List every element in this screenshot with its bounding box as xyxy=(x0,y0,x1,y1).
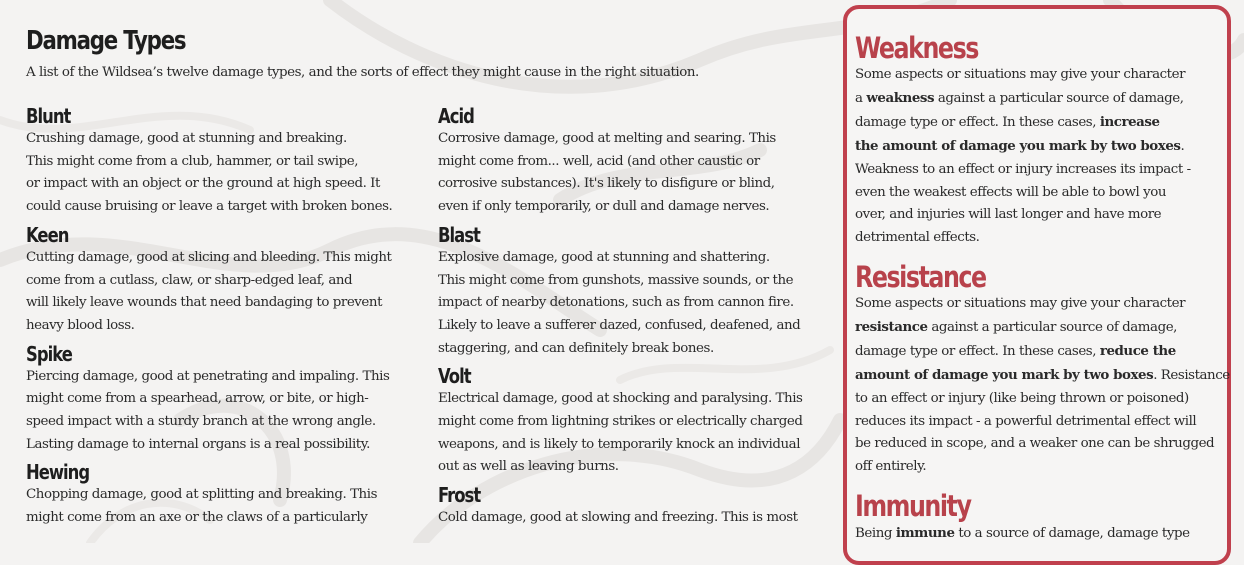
immunity-text-part: to a source of damage, damage type xyxy=(954,526,1190,541)
damage-text-blunt: Crushing damage, good at stunning and breaking. This might come from a club, hammer, or tail swipe, or impact with an object or the ground at high speed. It could cause bruising or leave a target with broken bones. xyxy=(26,131,393,215)
page-subtitle: A list of the Wildsea’s twelve damage types, and the sorts of effect they might cause in the right situation. xyxy=(26,65,699,80)
weakness-heading: Weakness xyxy=(855,31,978,65)
damage-column-left xyxy=(26,104,421,534)
immunity-text xyxy=(855,522,1230,546)
weakness-text-part: Some aspects or situations may give your character a xyxy=(855,67,1186,106)
damage-entry-spike xyxy=(26,342,421,457)
damage-entry-blunt xyxy=(26,104,421,219)
damage-heading-blast: Blast xyxy=(438,222,480,247)
weakness-text-part: . Weakness to an effect or injury increases its impact - even the weakest effects will be able to bowl you over, and injuries will last longer and have more detrimental effects. xyxy=(855,138,1191,246)
damage-heading-acid: Acid xyxy=(438,104,474,128)
resistance-text-part: Some aspects or situations may give your character xyxy=(855,296,1186,311)
damage-text-frost: Cold damage, good at slowing and freezing. This is most xyxy=(438,510,798,526)
damage-heading-volt: Volt xyxy=(438,364,471,389)
resistance-heading: Resistance xyxy=(855,260,986,294)
damage-entry-volt xyxy=(438,364,823,479)
rules-sidebar xyxy=(843,5,1231,565)
damage-heading-blunt: Blunt xyxy=(26,104,71,128)
damage-heading-hewing: Hewing xyxy=(26,460,90,485)
damage-entry-hewing xyxy=(26,460,421,529)
damage-column-middle xyxy=(438,104,823,534)
immunity-text-part: Being xyxy=(855,526,896,541)
damage-text-hewing: Chopping damage, good at splitting and breaking. This might come from an axe or the claws of a particularly xyxy=(26,487,377,526)
weakness-keyword: weakness xyxy=(866,89,935,106)
immunity-section xyxy=(855,490,1230,546)
resistance-rule-emphasis: reduce the amount of damage you mark by two boxes xyxy=(855,342,1176,383)
resistance-text xyxy=(855,293,1230,479)
immunity-heading: Immunity xyxy=(855,489,971,523)
page-title: Damage Types xyxy=(26,26,186,56)
damage-heading-spike: Spike xyxy=(26,341,72,366)
damage-entry-frost xyxy=(438,483,823,530)
damage-text-spike: Piercing damage, good at penetrating and impaling. This might come from a spearhead, arrow, or bite, or high- speed impact with a sturdy branch at the wrong angle. Lasting damage to internal organs is a real possibility. xyxy=(26,368,390,452)
resistance-text-part: against a particular source of damage, damage type or effect. In these cases, xyxy=(855,319,1177,359)
weakness-text xyxy=(855,64,1230,250)
damage-heading-frost: Frost xyxy=(438,483,481,508)
damage-text-keen: Cutting damage, good at slicing and bleeding. This might come from a cutlass, claw, or sharp-edged leaf, and will likely leave wounds that need bandaging to prevent heavy blood loss. xyxy=(26,249,392,333)
immunity-keyword: immune xyxy=(895,525,955,541)
resistance-keyword: resistance xyxy=(855,318,928,335)
damage-entry-blast xyxy=(438,223,823,361)
damage-entry-keen xyxy=(26,223,421,338)
damage-heading-keen: Keen xyxy=(26,222,69,247)
damage-text-blast: Explosive damage, good at stunning and shattering. This might come from gunshots, massive sounds, or the impact of nearby detonations, such as from cannon fire. Likely to leave a sufferer dazed, confused, deafened, and staggering, and can definitely break bones. xyxy=(438,249,801,356)
weakness-text-part: against a particular source of damage, damage type or effect. In these cases, xyxy=(855,90,1184,130)
resistance-section xyxy=(855,261,1230,479)
damage-entry-acid xyxy=(438,104,823,219)
weakness-rule-emphasis: increase the amount of damage you mark by two boxes xyxy=(855,113,1181,154)
resistance-text-part: . Resistance to an effect or injury (like being thrown or poisoned) reduces its impact - a powerful detrimental effect will be reduced in scope, and a weaker one can be shrugged off entirely. xyxy=(855,367,1230,475)
weakness-section xyxy=(855,32,1230,250)
damage-text-acid: Corrosive damage, good at melting and searing. This might come from... well, acid (and other caustic or corrosive substances). It's likely to disfigure or blind, even if only temporarily, or dull and damage nerves. xyxy=(438,131,776,215)
damage-text-volt: Electrical damage, good at shocking and paralysing. This might come from lightning strikes or electrically charged weapons, and is likely to temporarily knock an individual out as well as leaving burns. xyxy=(438,391,803,475)
